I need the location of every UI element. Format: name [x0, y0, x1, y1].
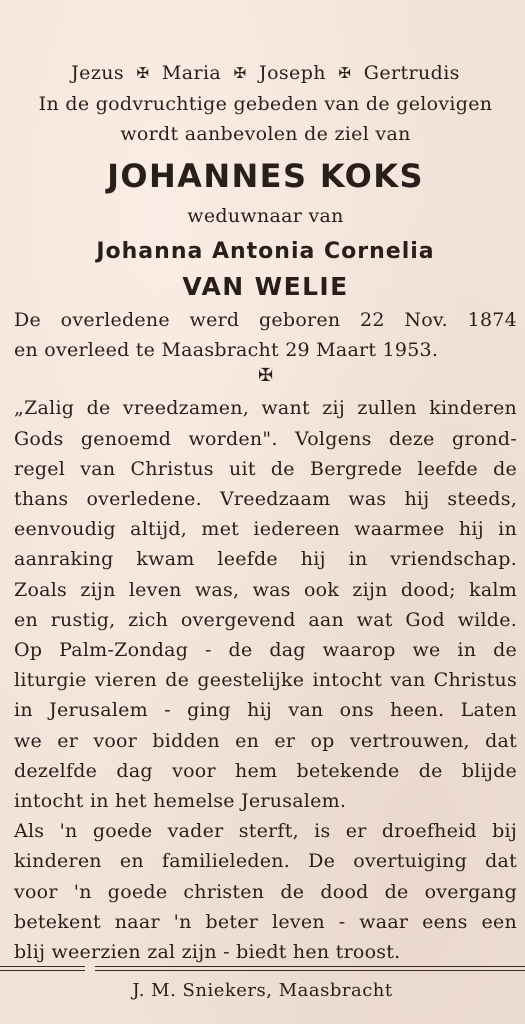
invocation-maria: Maria [161, 62, 222, 84]
text-line: liturgie vieren de geestelijke intocht van Christus [14, 669, 517, 692]
text-line: betekent naar 'n beter leven - waar eens een [14, 910, 517, 933]
memorial-text [14, 393, 517, 967]
deceased-name: JOHANNES KOKS [107, 157, 424, 195]
printer-credit: J. M. Sniekers, Maasbracht [132, 980, 393, 1001]
text-line: kinderen en familieleden. De overtuiging dat [14, 850, 517, 873]
text-line: Gods genoemd worden". Volgens deze grond- [14, 427, 517, 450]
spouse-surname: VAN WELIE [182, 272, 349, 301]
text-line: voor 'n goede christen de dood de overgang [14, 880, 517, 903]
text-line: thans overledene. Vreedzaam was hij steeds, [14, 488, 517, 511]
text-line: in Jerusalem - ging hij van ons heen. Laten [14, 699, 517, 722]
invocation-joseph: Joseph [259, 62, 326, 84]
birth-line: De overledene werd geboren 22 Nov. 1874 [14, 309, 517, 331]
text-line: eenvoudig altijd, met iedereen waarmee hij in [14, 518, 517, 541]
text-line: Op Palm-Zondag - de dag waarop we in de [14, 639, 517, 662]
text-line: intocht in het hemelse Jerusalem. [14, 790, 347, 813]
cross-icon: ✠ [136, 64, 150, 82]
text-line: aanraking kwam leefde hij in vriendschap. [14, 548, 517, 571]
text-line: regel van Christus uit de Bergrede leefde de [14, 457, 517, 480]
text-line: „Zalig de vreedzamen, want zij zullen kinderen [14, 397, 517, 420]
soul-recommended: wordt aanbevolen de ziel van [120, 123, 411, 145]
text-line: we er voor bidden en er op vertrouwen, dat [14, 729, 517, 752]
dates-block [14, 305, 517, 365]
spouse-given-names: Johanna Antonia Cornelia [96, 239, 435, 264]
relation-text: weduwnaar van [187, 205, 344, 227]
text-line: en rustig, zich overgevend aan wat God wilde. [14, 608, 517, 631]
divider [0, 966, 525, 971]
prayer-intro: In de godvruchtige gebeden van de gelovigen [38, 93, 493, 115]
text-line: Zoals zijn leven was, was ook zijn dood; kalm [14, 578, 517, 601]
invocation-gertrudis: Gertrudis [363, 62, 460, 84]
text-line: dezelfde dag voor hem betekende de blijde [14, 759, 517, 782]
invocation-line [14, 58, 517, 89]
text-line: Als 'n goede vader sterft, is er droefheid bij [14, 820, 517, 843]
text-line: blij weerzien zal zijn - biedt hen troost. [14, 941, 401, 964]
cross-icon: ✠ [233, 64, 247, 82]
death-line: en overleed te Maasbracht 29 Maart 1953. [14, 339, 439, 362]
invocation-jezus: Jezus [71, 62, 125, 84]
cross-icon: ✠ [338, 64, 352, 82]
cross-icon: ✠ [257, 365, 274, 387]
